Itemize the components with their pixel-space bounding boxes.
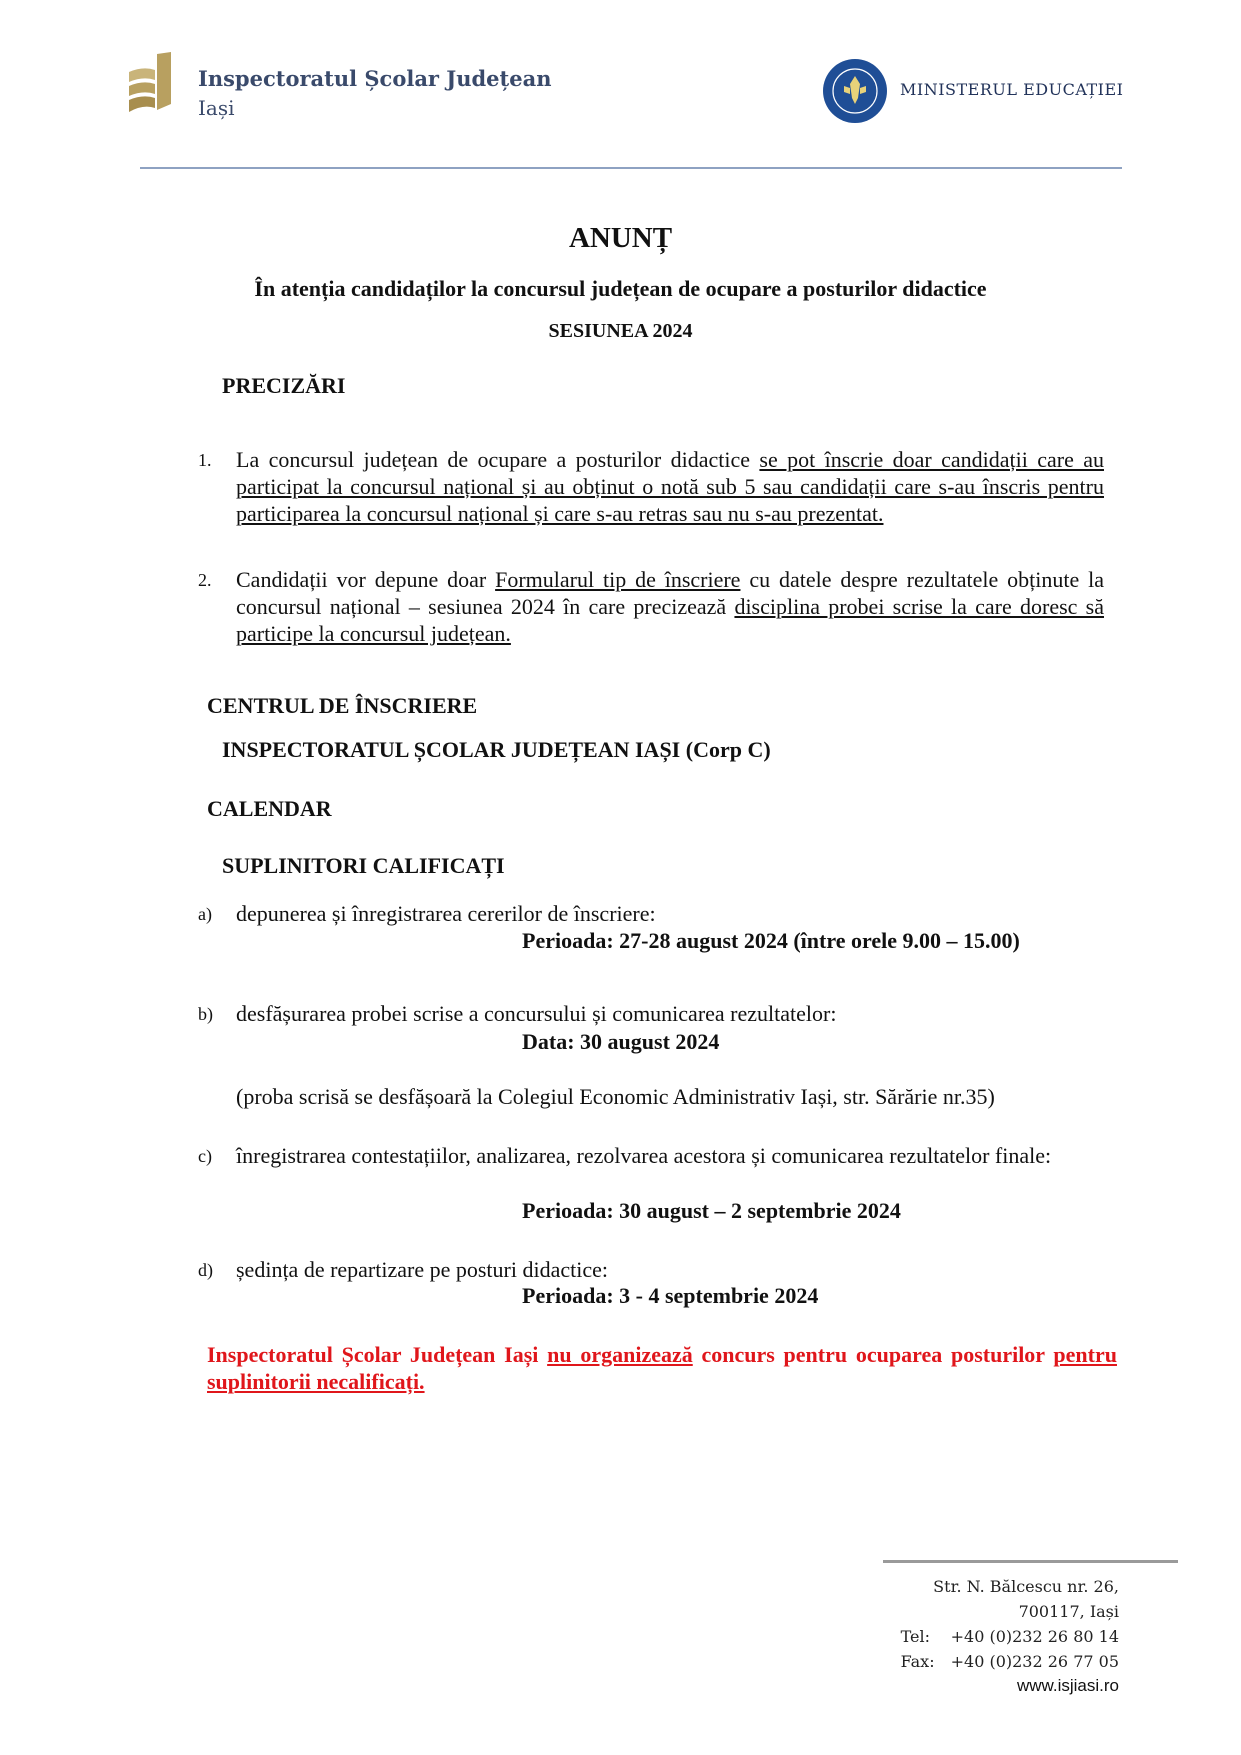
ministry-name: MINISTERUL EDUCAȚIEI (900, 80, 1124, 99)
calendar-heading: CALENDAR (207, 796, 332, 821)
precizari-item-number: 2. (198, 570, 212, 590)
centru-heading: CENTRUL DE ÎNSCRIERE (207, 693, 478, 718)
precizari-item-number: 1. (198, 450, 212, 470)
precizari-item-1: La concursul județean de ocupare a posturilor didactice se pot înscrie doar candidații care au participat la concursul național și au obținut o notă sub 5 sau candidații care s-au înscris pentru participarea la concursul național și care s-au retras sau nu s-au prezentat. (236, 447, 1104, 526)
calendar-item-date: Data: 30 august 2024 (522, 1029, 720, 1054)
calendar-item-date: Perioada: 27-28 august 2024 (între orele 9.00 – 15.00) (522, 928, 1020, 953)
calendar-item-letter: c) (198, 1146, 212, 1166)
footer-street: Str. N. Bălcescu nr. 26, (933, 1577, 1119, 1596)
isj-name: Inspectoratul Școlar Județean (198, 66, 552, 91)
calendar-item-letter: d) (198, 1260, 213, 1280)
footer-divider (883, 1560, 1178, 1563)
footer-tel: Tel: +40 (0)232 26 80 14 (900, 1627, 1119, 1646)
calendar-item-text: desfășurarea probei scrise a concursului și comunicarea rezultatelor: (236, 1001, 837, 1026)
calendar-item-text: înregistrarea contestațiilor, analizarea, rezolvarea acestora și comunicarea rezultatelor finale: (236, 1143, 1052, 1168)
isj-city: Iași (198, 96, 235, 120)
centru-value: INSPECTORATUL ȘCOLAR JUDEȚEAN IAȘI (Corp C) (222, 737, 771, 762)
footer-fax: Fax: +40 (0)232 26 77 05 (900, 1652, 1119, 1671)
precizari-item-2: Candidații vor depune doar Formularul tip de înscriere cu datele despre rezultatele obținute la concursul național – sesiunea 2024 în care precizează disciplina probei scrise la care doresc să participe la concursul județean. (236, 567, 1104, 646)
calendar-item-text: depunerea și înregistrarea cererilor de înscriere: (236, 901, 656, 926)
government-seal-icon (822, 58, 888, 124)
header-divider (140, 167, 1122, 169)
notice-text: Inspectoratul Școlar Județean Iași nu organizează concurs pentru ocuparea posturilor pentru suplinitorii necalificați. (207, 1342, 1117, 1394)
footer-website-link[interactable]: www.isjiasi.ro (1016, 1676, 1119, 1695)
calendar-item-letter: b) (198, 1004, 213, 1024)
calendar-item-date: Perioada: 30 august – 2 septembrie 2024 (522, 1198, 901, 1223)
page-subtitle: În atenția candidaților la concursul județean de ocupare a posturilor didactice (254, 276, 987, 301)
page-title: ANUNȚ (568, 222, 673, 254)
calendar-item-letter: a) (198, 904, 212, 924)
calendar-item-text: ședința de repartizare pe posturi didactice: (236, 1257, 608, 1282)
footer-postal: 700117, Iași (1018, 1602, 1119, 1621)
session-label: SESIUNEA 2024 (548, 320, 693, 342)
calendar-item-note: (proba scrisă se desfășoară la Colegiul Economic Administrativ Iași, str. Sărărie nr.35) (236, 1084, 995, 1109)
isj-logo-icon (125, 52, 175, 118)
calendar-subheading: SUPLINITORI CALIFICAȚI (222, 853, 505, 878)
precizari-heading: PRECIZĂRI (222, 373, 346, 398)
calendar-item-date: Perioada: 3 - 4 septembrie 2024 (522, 1283, 819, 1308)
